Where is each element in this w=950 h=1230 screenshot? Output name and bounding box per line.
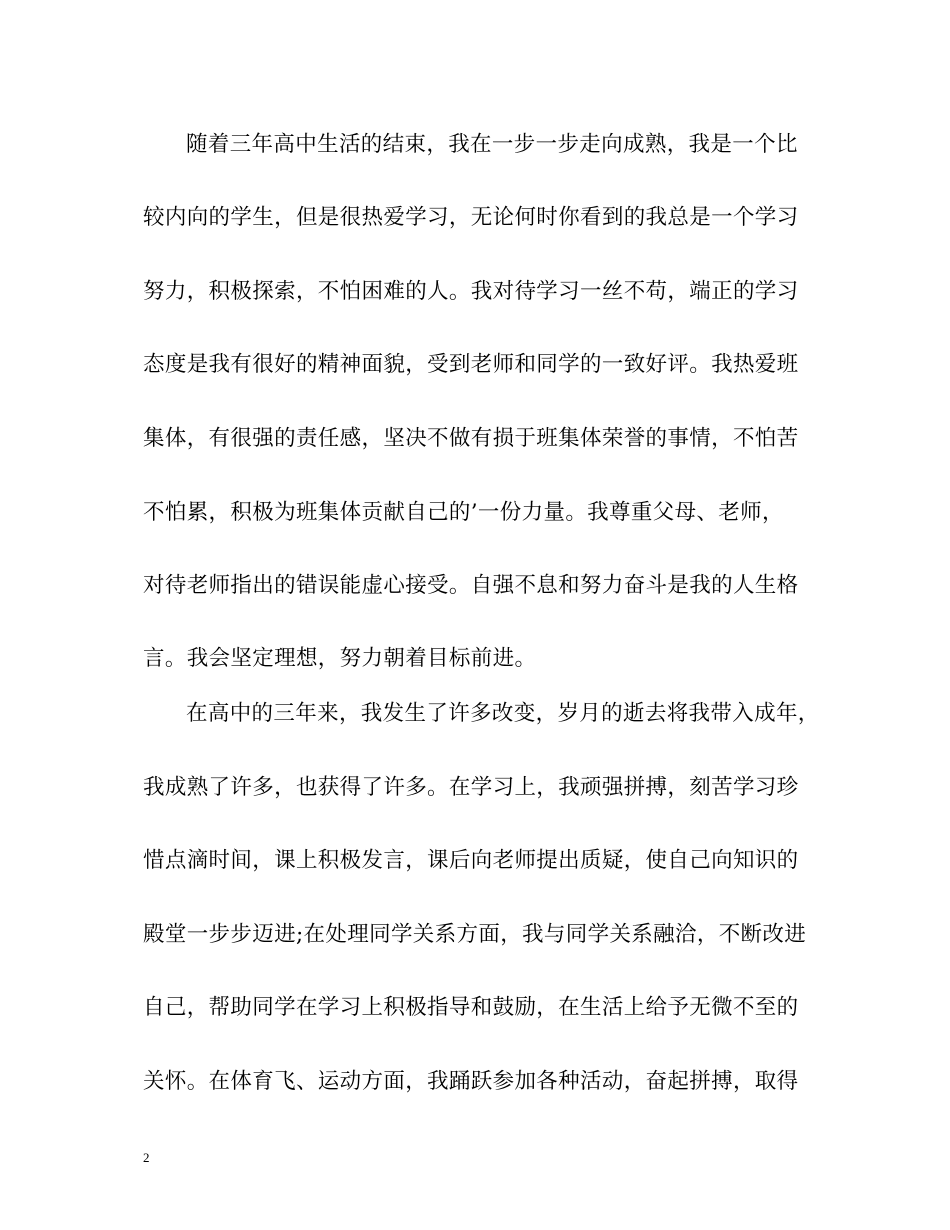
paragraph-line: 集体，有很强的责任感，坚决不做有损于班集体荣誉的事情，不怕苦 bbox=[143, 426, 799, 451]
paragraph-line: 言。我会坚定理想，努力朝着目标前进。 bbox=[143, 646, 537, 671]
paragraph-line: 我成熟了许多，也获得了许多。在学习上，我顽强拼搏，刻苦学习珍 bbox=[143, 775, 799, 800]
paragraph-line: 较内向的学生，但是很热爱学习，无论何时你看到的我总是一个学习 bbox=[143, 205, 799, 230]
paragraph-line: 自己，帮助同学在学习上积极指导和鼓励，在生活上给予无微不至的 bbox=[143, 995, 799, 1020]
paragraph-line: 关怀。在体育飞、运动方面，我踊跃参加各种活动，奋起拼搏，取得 bbox=[143, 1069, 799, 1094]
paragraph-line: 惜点滴时间，课上积极发言，课后向老师提出质疑，使自己向知识的 bbox=[143, 848, 799, 873]
paragraph-line: 努力，积极探索，不怕困难的人。我对待学习一丝不苟，端正的学习 bbox=[143, 279, 799, 304]
paragraph-line: 殿堂一步步迈进;在处理同学关系方面，我与同学关系融洽，不断改进 bbox=[143, 922, 807, 947]
paragraph-line: 在高中的三年来，我发生了许多改变，岁月的逝去将我带入成年， bbox=[186, 701, 820, 726]
paragraph-line: 随着三年高中生活的结束，我在一步一步走向成熟，我是一个比 bbox=[186, 132, 798, 157]
paragraph-line: 对待老师指出的错误能虚心接受。自强不息和努力奋斗是我的人生格 bbox=[143, 573, 799, 598]
page-number: 2 bbox=[143, 1150, 150, 1165]
paragraph-line: 不怕累，积极为班集体贡献自己的’一份力量。我尊重父母、老师， bbox=[143, 500, 784, 525]
paragraph-line: 态度是我有很好的精神面貌，受到老师和同学的一致好评。我热爱班 bbox=[143, 352, 799, 377]
